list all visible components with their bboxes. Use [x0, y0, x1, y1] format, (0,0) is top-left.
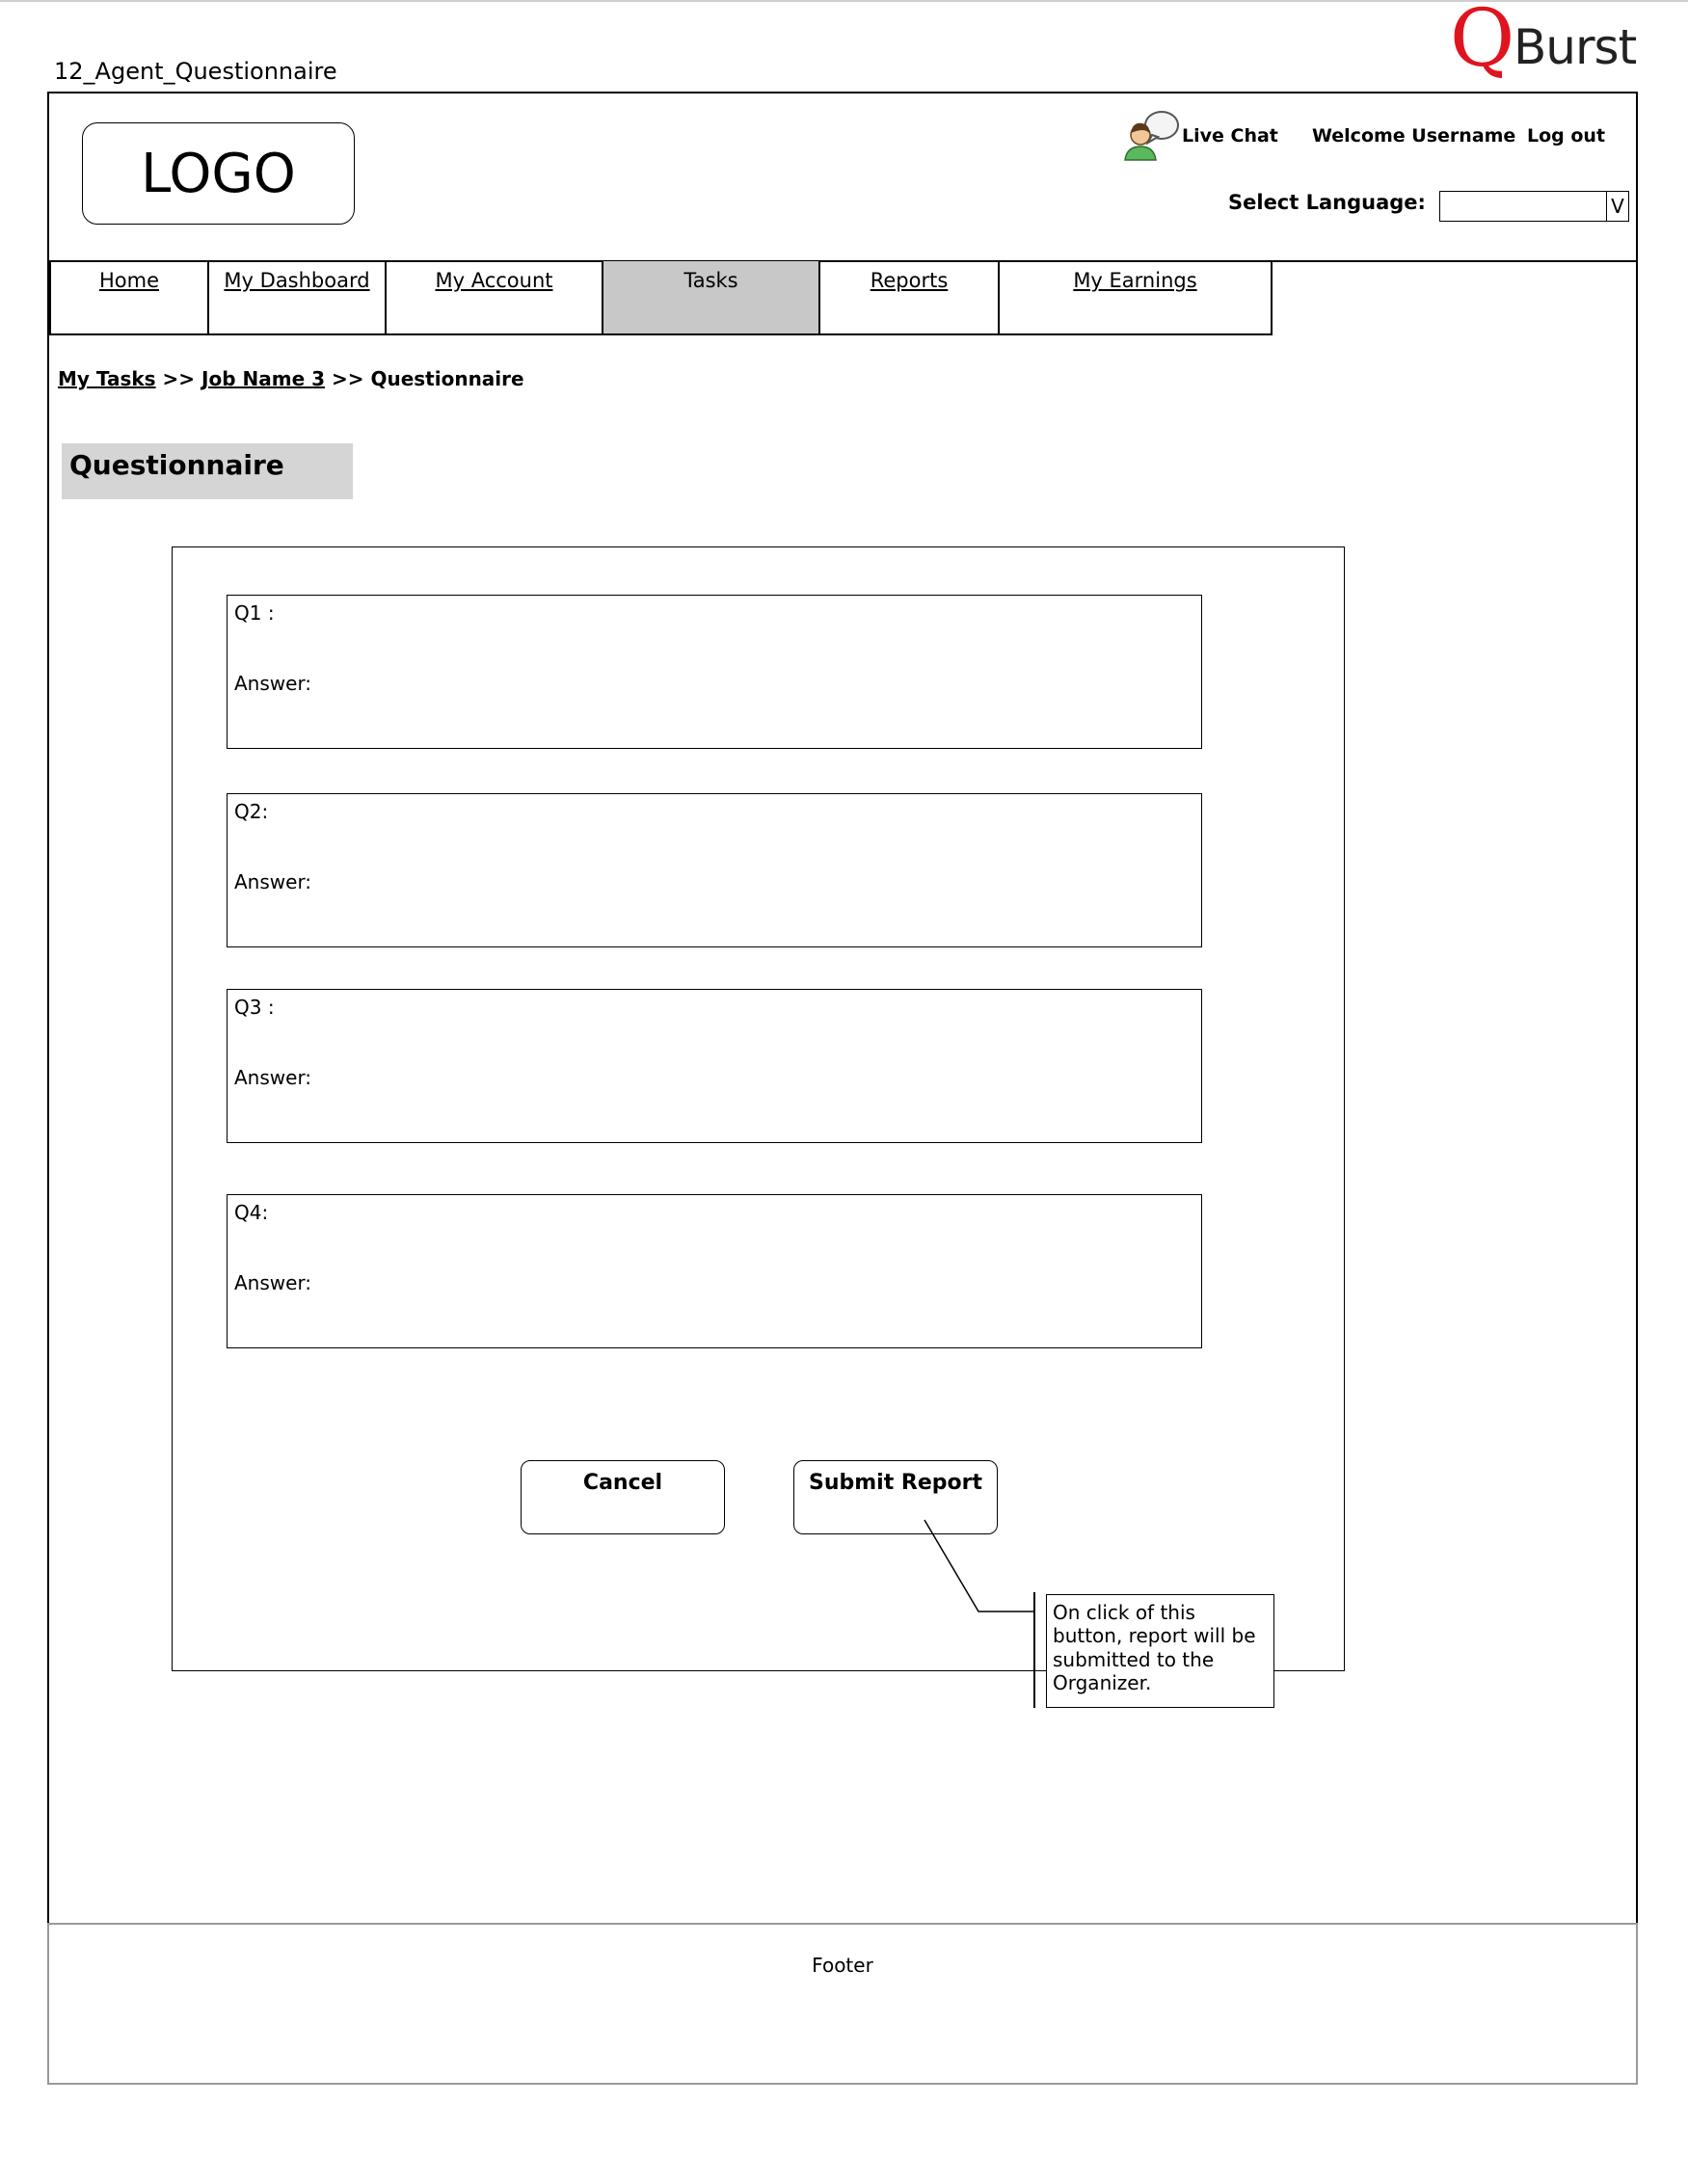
brand-logo-q: Q — [1450, 0, 1515, 85]
breadcrumb-separator: >> — [162, 367, 196, 390]
answer-field[interactable]: Answer: — [234, 672, 312, 695]
tab-label: Home — [98, 269, 159, 292]
question-label: Q1 : — [234, 601, 275, 625]
chevron-down-icon[interactable]: V — [1606, 192, 1628, 221]
page-title: Questionnaire — [62, 443, 353, 499]
question-box — [227, 595, 1202, 749]
question-box — [227, 793, 1202, 947]
tab-label: My Account — [435, 269, 553, 292]
breadcrumb-job-name[interactable]: Job Name 3 — [201, 367, 326, 390]
breadcrumb-separator: >> — [331, 367, 364, 390]
breadcrumb-my-tasks[interactable]: My Tasks — [58, 367, 156, 390]
live-chat-link[interactable]: Live Chat — [1182, 125, 1278, 146]
question-label: Q4: — [234, 1201, 269, 1224]
breadcrumb-current: Questionnaire — [370, 367, 524, 390]
question-label: Q3 : — [234, 996, 275, 1019]
tab-label: Reports — [870, 269, 949, 292]
welcome-text: Welcome Username — [1312, 125, 1516, 146]
tab-my-earnings[interactable] — [998, 261, 1273, 335]
tab-label: My Earnings — [1073, 269, 1197, 292]
top-divider — [0, 0, 1688, 2]
tab-label: Tasks — [683, 269, 738, 292]
footer-label: Footer — [812, 1954, 873, 1977]
tab-my-dashboard[interactable] — [207, 261, 387, 335]
brand-logo-name: Burst — [1514, 19, 1637, 75]
page-label: 12_Agent_Questionnaire — [54, 58, 337, 85]
language-select[interactable] — [1439, 191, 1629, 222]
answer-field[interactable]: Answer: — [234, 870, 312, 893]
breadcrumb — [58, 367, 524, 390]
tab-my-account[interactable] — [385, 261, 603, 335]
answer-field[interactable]: Answer: — [234, 1066, 312, 1089]
annotation-bracket — [1033, 1592, 1035, 1708]
tab-tasks[interactable] — [602, 261, 820, 335]
tab-home[interactable] — [49, 261, 209, 335]
question-box — [227, 1194, 1202, 1348]
site-logo: LOGO — [82, 122, 355, 225]
footer — [47, 1923, 1638, 2085]
annotation-note: On click of this button, report will be submitted to the Organizer. — [1046, 1594, 1274, 1708]
brand-logo — [1446, 0, 1639, 89]
live-chat-icon[interactable] — [1123, 108, 1181, 162]
language-label: Select Language: — [1228, 191, 1426, 214]
cancel-button[interactable]: Cancel — [521, 1460, 725, 1534]
submit-report-button[interactable]: Submit Report — [793, 1460, 998, 1534]
tab-label: My Dashboard — [224, 269, 370, 292]
question-label: Q2: — [234, 800, 269, 823]
answer-field[interactable]: Answer: — [234, 1271, 312, 1294]
tab-reports[interactable] — [818, 261, 1000, 335]
question-box — [227, 989, 1202, 1143]
logout-link[interactable]: Log out — [1527, 125, 1606, 146]
